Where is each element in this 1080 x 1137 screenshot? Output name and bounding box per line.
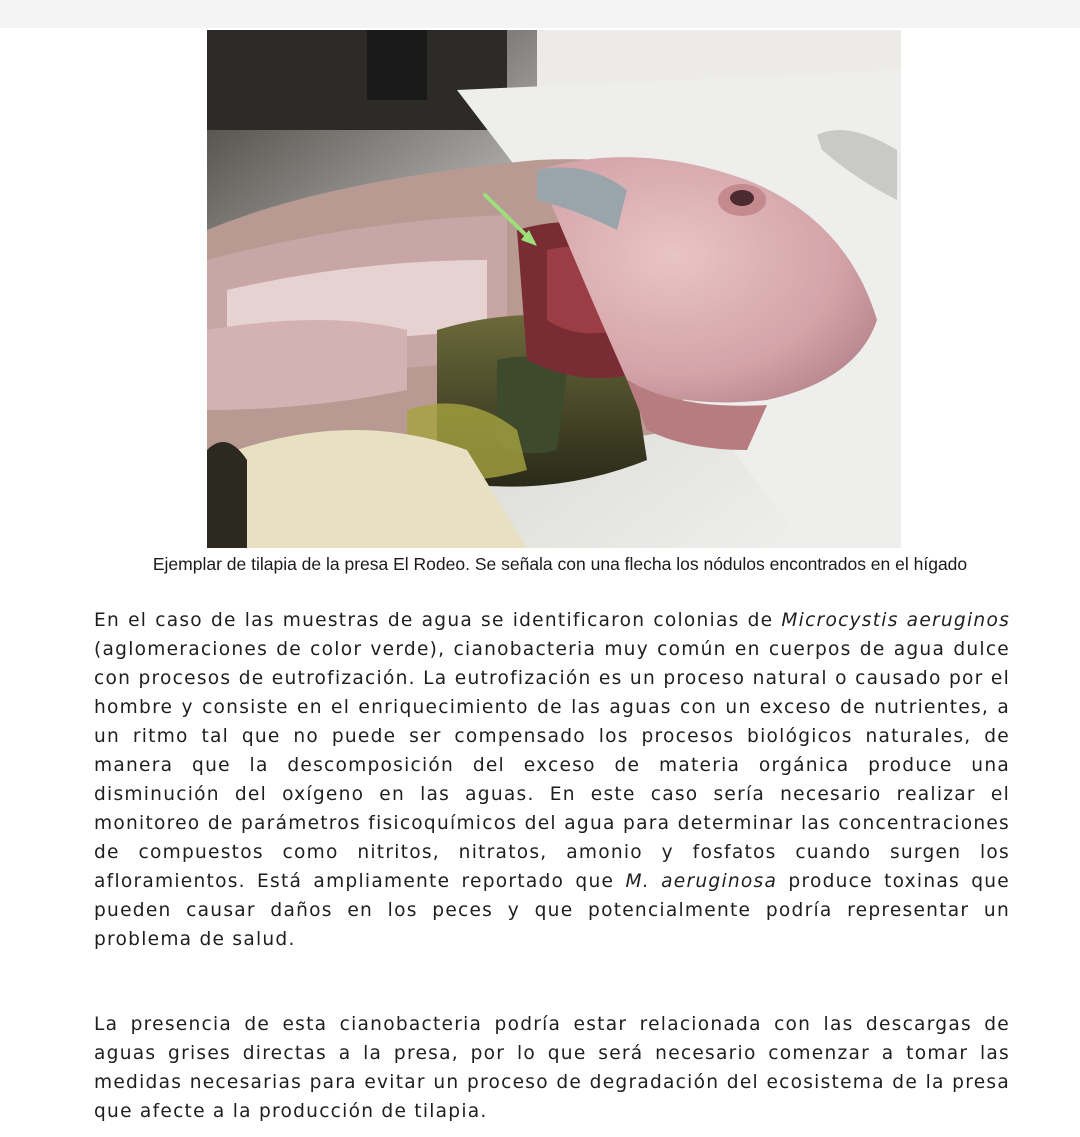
body-paragraph-2: La presencia de esta cianobacteria podría estar relacionada con las descargas de aguas grises directas a la presa, por lo que será necesario comenzar a tomar las medidas necesarias para evitar un proceso de degradación del ecosistema de la presa que afecte a la producción de tilapia. [94, 1014, 1010, 1122]
tilapia-photo [207, 30, 901, 548]
species-name-microcystis: Microcystis aeruginos [781, 610, 1011, 631]
paragraph-1-text-c: produce toxinas que pueden causar daños en los peces y que potencialmente podría representar un problema de salud. [94, 871, 1010, 950]
paragraph-1-text-a: En el caso de las muestras de agua se identificaron colonias de [94, 610, 782, 631]
paragraph-1-text-b: (aglomeraciones de color verde), cianobacteria muy común en cuerpos de agua dulce con procesos de eutrofización. La eutrofización es un proceso natural o causado por el hombre y consiste en el enriquecimiento de las aguas con un exceso de nutrientes, a un ritmo tal que no puede ser compensado los procesos biológicos naturales, de manera que la descomposición del exceso de materia orgánica produce una disminución del oxígeno en las aguas. En este caso sería necesario realizar el monitoreo de parámetros fisicoquímicos del agua para determinar las concentraciones de compuestos como nitritos, nitratos, amonio y fosfatos cuando surgen los afloramientos. Está ampliamente reportado que [94, 639, 1010, 892]
figure-caption: Ejemplar de tilapia de la presa El Rodeo. Se señala con una flecha los nódulos encontrados en el hígado [152, 554, 968, 574]
body-paragraph-1 [94, 606, 1010, 954]
species-name-m-aeruginosa: M. aeruginosa [625, 871, 778, 892]
viewer-top-bar [0, 0, 1080, 28]
